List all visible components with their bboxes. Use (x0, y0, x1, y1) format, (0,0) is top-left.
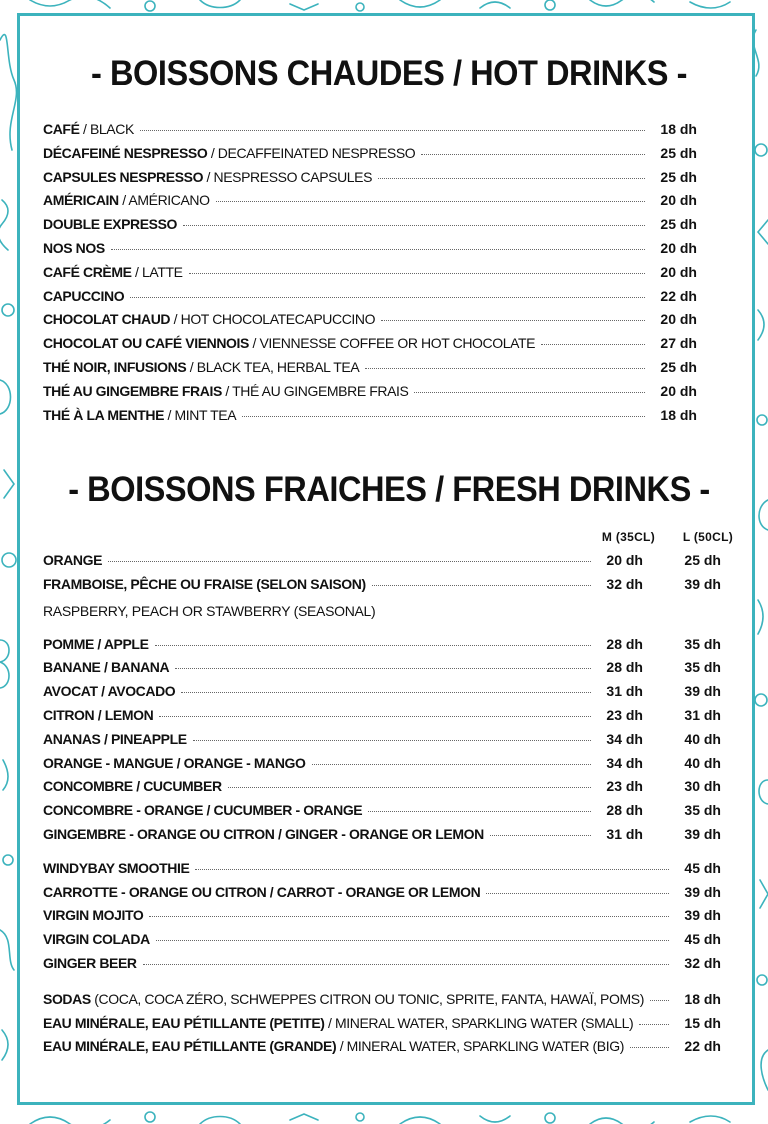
item-price: 15 dh (684, 1014, 721, 1031)
price-medium: 34 dh (606, 754, 643, 771)
menu-item-row (43, 884, 733, 908)
menu-item-row (43, 240, 697, 264)
menu-item-row (43, 1038, 733, 1062)
item-name (43, 192, 210, 208)
price-medium: 31 dh (606, 683, 643, 700)
item-name (43, 1038, 624, 1054)
item-name-fr: NOS NOS (43, 239, 105, 256)
item-name (43, 731, 187, 747)
dot-leader (312, 763, 591, 765)
item-name-fr: CHOCOLAT CHAUD (43, 311, 171, 328)
item-name (43, 991, 644, 1007)
price-medium: 34 dh (606, 730, 643, 747)
item-price: 25 dh (660, 144, 697, 161)
dot-leader (639, 1023, 669, 1025)
price-large: 35 dh (684, 802, 721, 819)
item-name-fr: CAPSULES NESPRESSO (43, 168, 204, 185)
menu-item-row (43, 576, 733, 600)
dot-leader (181, 691, 591, 693)
menu-item-row (43, 991, 733, 1015)
price-large: 35 dh (684, 635, 721, 652)
item-name (43, 907, 143, 923)
item-price: 45 dh (684, 931, 721, 948)
dot-leader (111, 248, 645, 250)
menu-item-row (43, 192, 697, 216)
item-name (43, 288, 124, 304)
item-price: 25 dh (660, 216, 697, 233)
dot-leader (365, 367, 645, 369)
menu-item-row (43, 778, 733, 802)
menu-item-row (43, 931, 733, 955)
item-name-en: / VIENNESSE COFFEE OR HOT CHOCOLATE (248, 335, 536, 352)
item-name-fr: ORANGE (43, 552, 103, 568)
dot-leader (378, 177, 645, 179)
item-name (43, 169, 372, 185)
item-name-fr: BANANE / BANANA (43, 659, 170, 676)
fresh-drinks-list (43, 530, 733, 1062)
price-medium: 32 dh (606, 575, 643, 592)
juices-group-b (43, 636, 733, 850)
item-name-fr: VIRGIN MOJITO (43, 907, 144, 924)
menu-item-row (43, 311, 697, 335)
price-medium: 28 dh (606, 659, 643, 676)
item-price: 39 dh (684, 907, 721, 924)
item-price: 25 dh (660, 168, 697, 185)
others-group (43, 991, 733, 1062)
item-price: 27 dh (660, 335, 697, 352)
price-large: 39 dh (684, 825, 721, 842)
item-name-fr: CONCOMBRE / CUCUMBER (43, 778, 222, 795)
item-price: 25 dh (660, 358, 697, 375)
dot-leader (140, 129, 645, 131)
dot-leader (193, 739, 591, 741)
dot-leader (195, 868, 669, 870)
menu-item-row (43, 707, 733, 731)
menu-item-row (43, 121, 697, 145)
item-name-fr: WINDYBAY SMOOTHIE (43, 859, 190, 876)
item-price: 20 dh (660, 239, 697, 256)
dot-leader (149, 915, 669, 917)
menu-item-row (43, 636, 733, 660)
item-name-fr: THÉ NOIR, INFUSIONS (43, 358, 187, 375)
item-name (43, 121, 134, 137)
item-name (43, 145, 415, 161)
item-name-en: / MINERAL WATER, SPARKLING WATER (BIG) (336, 1038, 624, 1055)
item-price: 20 dh (660, 263, 697, 280)
menu-item-row (43, 802, 733, 826)
menu-item-row (43, 335, 697, 359)
menu-panel (17, 13, 755, 1105)
item-name (43, 860, 189, 876)
item-price: 18 dh (684, 990, 721, 1007)
hot-drinks-title: - BOISSONS CHAUDES / HOT DRINKS - (91, 54, 687, 93)
item-name (43, 802, 362, 818)
item-name (43, 659, 169, 675)
item-name (43, 636, 149, 652)
item-name-fr: THÉ À LA MENTHE (43, 406, 165, 423)
price-medium: 28 dh (606, 802, 643, 819)
item-name (43, 311, 375, 327)
size-l-header: L (50CL) (682, 530, 733, 544)
item-name (43, 707, 153, 723)
dot-leader (228, 786, 591, 788)
item-name (43, 383, 408, 399)
menu-item-row (43, 907, 733, 931)
dot-leader (381, 319, 645, 321)
item-name-fr: CHOCOLAT OU CAFÉ VIENNOIS (43, 335, 249, 352)
menu-item-row (43, 659, 733, 683)
price-medium: 28 dh (606, 635, 643, 652)
item-name-fr: THÉ AU GINGEMBRE FRAIS (43, 382, 222, 399)
item-name-en: / BLACK (79, 121, 134, 137)
item-name-fr: CARROTTE - ORANGE OU CITRON / CARROT - ORANGE OR LEMON (43, 883, 481, 900)
dot-leader (650, 999, 669, 1001)
price-large: 35 dh (684, 659, 721, 676)
item-name-fr: EAU MINÉRALE, EAU PÉTILLANTE (GRANDE) (43, 1038, 337, 1055)
menu-item-row (43, 955, 733, 979)
item-name (43, 884, 480, 900)
item-name-en: / MINERAL WATER, SPARKLING WATER (SMALL) (324, 1014, 634, 1031)
dot-leader (183, 224, 645, 226)
item-name (43, 1015, 633, 1031)
size-m-header: M (35CL) (601, 530, 655, 544)
dot-leader (189, 272, 645, 274)
item-name-en: / NESPRESSO CAPSULES (203, 168, 373, 185)
item-name-fr: FRAMBOISE, PÊCHE OU FRAISE (SELON SAISON) (43, 575, 366, 592)
price-medium: 31 dh (606, 825, 643, 842)
dot-leader (541, 343, 645, 345)
item-name (43, 955, 137, 971)
dot-leader (630, 1046, 669, 1048)
dot-leader (368, 810, 591, 812)
item-price: 18 dh (660, 121, 697, 137)
price-large: 30 dh (684, 778, 721, 795)
item-name (43, 778, 222, 794)
menu-item-row (43, 755, 733, 779)
price-medium: 20 dh (606, 552, 643, 568)
price-large: 25 dh (684, 552, 721, 568)
dot-leader (421, 153, 645, 155)
item-name-en: / HOT CHOCOLATECAPUCCINO (170, 311, 376, 328)
item-name-en: / THÉ AU GINGEMBRE FRAIS (221, 382, 409, 399)
menu-item-row (43, 1015, 733, 1039)
item-price: 39 dh (684, 883, 721, 900)
price-large: 40 dh (684, 730, 721, 747)
item-price: 22 dh (660, 287, 697, 304)
menu-item-row (43, 860, 733, 884)
item-name-fr: VIRGIN COLADA (43, 931, 150, 948)
menu-item-row (43, 552, 733, 576)
price-large: 31 dh (684, 706, 721, 723)
item-name (43, 264, 183, 280)
menu-item-row (43, 407, 697, 431)
item-name (43, 335, 535, 351)
item-price: 32 dh (684, 954, 721, 971)
dot-leader (490, 834, 591, 836)
dot-leader (155, 644, 591, 646)
menu-item-row (43, 826, 733, 850)
item-name-fr: CAFÉ (43, 121, 80, 137)
item-name-en: / MINT TEA (164, 406, 237, 423)
item-name-fr: ORANGE - MANGUE / ORANGE - MANGO (43, 754, 306, 771)
item-name-fr: DÉCAFEINÉ NESPRESSO (43, 144, 208, 161)
dot-leader (175, 667, 591, 669)
item-name-fr: EAU MINÉRALE, EAU PÉTILLANTE (PETITE) (43, 1014, 325, 1031)
dot-leader (216, 200, 645, 202)
item-name (43, 216, 177, 232)
item-name-fr: POMME / APPLE (43, 635, 149, 652)
item-name-en: (COCA, COCA ZÉRO, SCHWEPPES CITRON OU TONIC, SPRITE, FANTA, HAWAÏ, POMS) (90, 990, 644, 1007)
dot-leader (108, 560, 591, 562)
item-name-en: / LATTE (131, 263, 183, 280)
dot-leader (143, 963, 669, 965)
menu-item-row (43, 145, 697, 169)
item-name (43, 359, 359, 375)
size-column-headers (43, 530, 733, 552)
item-name (43, 576, 366, 592)
item-name (43, 407, 236, 423)
item-name-fr: SODAS (43, 990, 91, 1007)
item-name-fr: CAFÉ CRÈME (43, 263, 132, 280)
juices-group-a (43, 552, 733, 600)
menu-item-row (43, 264, 697, 288)
dot-leader (242, 415, 645, 417)
item-name (43, 683, 175, 699)
item-name-fr: GINGEMBRE - ORANGE OU CITRON / GINGER - ORANGE OR LEMON (43, 825, 484, 842)
item-price: 22 dh (684, 1038, 721, 1055)
item-price: 20 dh (660, 382, 697, 399)
hot-drinks-list (43, 121, 697, 430)
menu-item-row (43, 731, 733, 755)
dot-leader (486, 892, 669, 894)
item-name (43, 552, 102, 568)
item-name-fr: DOUBLE EXPRESSO (43, 216, 178, 233)
item-name (43, 826, 484, 842)
menu-item-row (43, 683, 733, 707)
item-name-fr: GINGER BEER (43, 954, 137, 971)
item-price: 20 dh (660, 192, 697, 209)
juice-note: RASPBERRY, PEACH OR STAWBERRY (SEASONAL) (43, 602, 376, 619)
dot-leader (156, 939, 669, 941)
item-name-en: / AMÉRICANO (118, 192, 210, 209)
menu-item-row (43, 359, 697, 383)
item-name (43, 931, 150, 947)
menu-item-row (43, 216, 697, 240)
item-name-en: / BLACK TEA, HERBAL TEA (186, 358, 360, 375)
price-medium: 23 dh (606, 706, 643, 723)
item-name-fr: CONCOMBRE - ORANGE / CUCUMBER - ORANGE (43, 802, 363, 819)
item-price: 20 dh (660, 311, 697, 328)
menu-item-row (43, 288, 697, 312)
item-price: 18 dh (660, 406, 697, 423)
item-name (43, 755, 306, 771)
dot-leader (372, 584, 591, 586)
item-name-en: / DECAFFEINATED NESPRESSO (207, 144, 416, 161)
price-large: 39 dh (684, 575, 721, 592)
menu-item-row (43, 383, 697, 407)
specials-group (43, 860, 733, 979)
fresh-drinks-title: - BOISSONS FRAICHES / FRESH DRINKS - (68, 470, 710, 509)
price-large: 39 dh (684, 683, 721, 700)
item-name-fr: CAPUCCINO (43, 287, 125, 304)
dot-leader (130, 296, 645, 298)
item-name-fr: CITRON / LEMON (43, 706, 154, 723)
item-name-fr: AVOCAT / AVOCADO (43, 683, 176, 700)
dot-leader (414, 391, 645, 393)
price-large: 40 dh (684, 754, 721, 771)
item-name-fr: AMÉRICAIN (43, 192, 119, 209)
item-price: 45 dh (684, 859, 721, 876)
price-medium: 23 dh (606, 778, 643, 795)
item-name-fr: ANANAS / PINEAPPLE (43, 730, 187, 747)
item-name (43, 240, 105, 256)
dot-leader (159, 715, 591, 717)
menu-item-row (43, 169, 697, 193)
